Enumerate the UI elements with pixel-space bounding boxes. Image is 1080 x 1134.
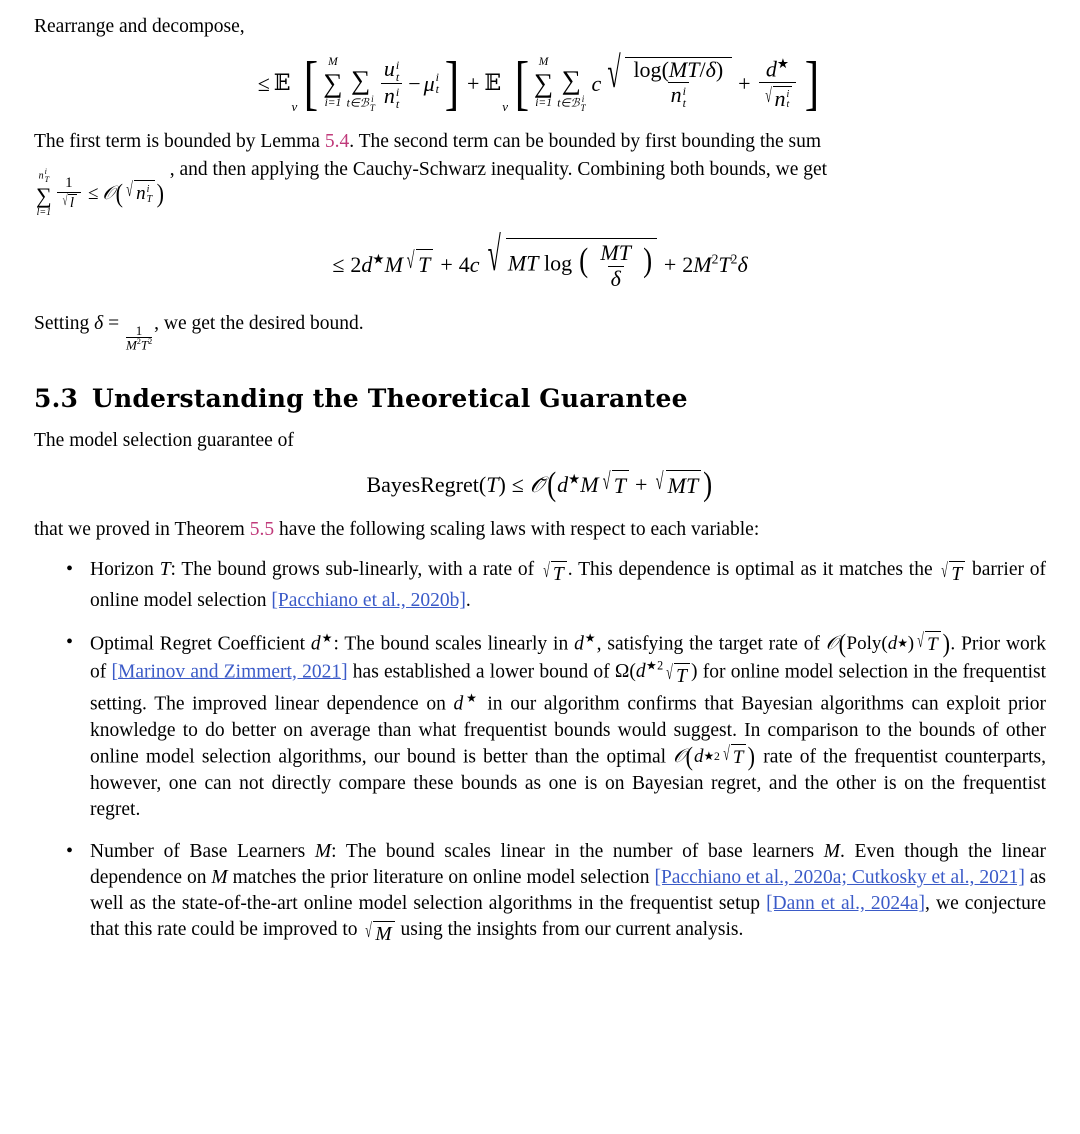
- theorem-reference[interactable]: 5.5: [249, 518, 275, 540]
- paragraph-first-term: [34, 129, 1046, 155]
- inline-sum-expression: n i T ∑ l=1 1 √ l ≤ 𝒪 ( √ n i T ): [36, 167, 165, 219]
- para2-text-c: , and then applying the Cauchy-Schwarz inequality. Combining both bounds, we get: [169, 158, 828, 180]
- section-title: Understanding the Theoretical Guarantee: [92, 384, 688, 414]
- citation-marinov-zimmert-2021[interactable]: [Marinov and Zimmert, 2021]: [111, 661, 348, 683]
- equation-bayes-regret: BayesRegret( T ) ≤ 𝒪̃ ( d★M √ T + √ MT ): [366, 466, 713, 504]
- intro-paragraph: Rearrange and decompose,: [34, 16, 245, 37]
- para3-text-a: Setting: [34, 312, 95, 334]
- delta-value-fraction: $\frac{1}{M^2T^2}$: [125, 322, 153, 353]
- paragraph-theorem-reference: [34, 517, 1046, 543]
- section-heading: [34, 382, 1046, 416]
- list-item-horizon: • Horizon T: The bound grows sub-linearly, with a rate of √ T . This dependence is optimal as it matches the √ T barrier of online model selection [Pacchiano et al., 2020b].: [34, 557, 1046, 614]
- section-number: 5.3: [34, 384, 79, 414]
- para2-text-a: The first term is bounded by Lemma: [34, 130, 325, 152]
- paragraph-guarantee-intro: The model selection guarantee of: [34, 429, 294, 451]
- list-item-number-of-base-learners: • Number of Base Learners M: The bound scales linear in the number of base learners M. Even though the linear dependence on M matches the prior literature on online model selection [Pacchiano et al., 2020a; Cutkosky et al., 2021] as well as the state-of-the-art online model selection algorithms in the frequentist setup [Dann et al., 2024a], we conjecture that this rate could be improved to √ M using the insights from our current analysis.: [34, 839, 1046, 949]
- citation-pacchiano-2020b[interactable]: [Pacchiano et al., 2020b]: [271, 589, 466, 611]
- paragraph-sum-bound: [34, 157, 1046, 219]
- para3-text-b: , we get the desired bound.: [154, 312, 364, 334]
- para5-text-b: have the following scaling laws with respect to each variable:: [274, 518, 760, 540]
- citation-pacchiano-cutkosky[interactable]: [Pacchiano et al., 2020a; Cutkosky et al., 2021]: [654, 866, 1025, 888]
- equation-final-bound: ≤ 2d★M √ T + 4c √ MT log ( $\frac{MT}{\delta}$ ) + $2M^2T^2\delta$: [332, 228, 748, 291]
- scaling-laws-list: [34, 557, 1046, 949]
- equation-decomposition: ≤ 𝔼 ν [ M ∑ i=1 ∑ t∈ℬ i T u i t n i t − μ i t ] + 𝔼 ν [ M ∑ i=1 ∑ t∈ℬ i T c √ log(MT/δ) n i t + d★ √ n i t ]: [257, 48, 820, 116]
- citation-dann-2024a[interactable]: [Dann et al., 2024a]: [766, 893, 926, 915]
- list-item-optimal-regret-coefficient: • Optimal Regret Coefficient d★: The bound scales linearly in d★, satisfying the target rate of 𝒪 ( Poly( d ★ ) √ T ) . Prior work of [Marinov and Zimmert, 2021] has established a lower bound of $\Omega(d^{★2}$ √ T ) for online model selection in the frequentist setting. The improved linear dependence on d★ in our algorithm confirms that Bayesian algorithms can exploit prior knowledge to do better on average than what frequentist bounds would suggest. In comparison to the bounds of other online model selection algorithms, our bound is better than the optimal 𝒪 ( d ★2 √ T ) rate of the frequentist counterparts, however, one can not directly compare these bounds as one is on Bayesian regret, and the other is on the frequentist regret.: [34, 630, 1046, 823]
- para5-text-a: that we proved in Theorem: [34, 518, 250, 540]
- paragraph-setting-delta: Setting δ = $\frac{1}{M^2T^2}$ , we get the desired bound.: [34, 312, 364, 353]
- lemma-reference[interactable]: 5.4: [324, 130, 350, 152]
- para2-text-b: . The second term can be bounded by first bounding the sum: [349, 130, 822, 152]
